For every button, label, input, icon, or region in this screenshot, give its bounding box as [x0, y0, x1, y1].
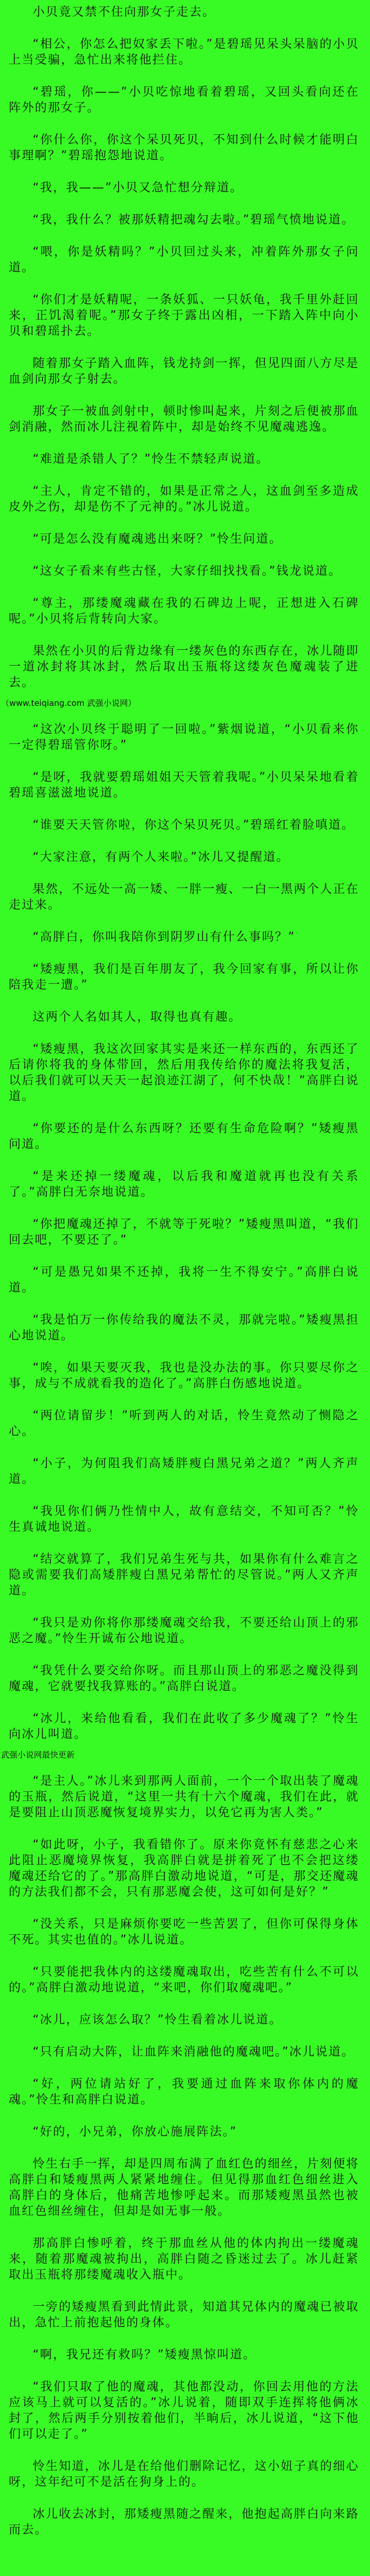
- story-paragraph: “尊主，那缕魔魂藏在我的石碑边上呢，正想进入石碑呢。”小贝将后背转向大家。: [9, 597, 359, 626]
- story-paragraph: “是主人。”冰儿来到那两人面前，一个一个取出装了魔魂的玉瓶，然后说道，“这里一共有十六个魔魂，我们在此，就是要阻止山顶恶魔恢复境界实力，以免它再为害人类。”: [9, 1774, 359, 1820]
- story-paragraph: “是来还掉一缕魔魂，以后我和魔道就再也没有关系了。”高胖白无奈地说道。: [9, 1170, 359, 1199]
- story-paragraph: “相公，你怎么把奴家丢下啦。”是碧瑶见呆头呆脑的小贝上当受骗，急忙出来将他拦住。: [9, 38, 359, 67]
- story-paragraph: “喂，你是妖精吗？”小贝回过头来，冲着阵外那女子问道。: [9, 245, 359, 275]
- story-paragraph: “我，我什么？被那妖精把魂勾去啦。”碧瑶气愤地说道。: [33, 213, 355, 227]
- site-watermark-text: 武强小说网最快更新: [1, 1750, 75, 1760]
- story-paragraph: “矮瘦黑，我们是百年朋友了，我今回家有事，所以让你陪我走一遭。”: [9, 963, 359, 992]
- story-paragraph: “啊，我兄还有救吗？”矮瘦黑惊叫道。: [33, 2348, 256, 2362]
- story-paragraph: “两位请留步！”听到两人的对话，怜生竟然动了恻隐之心。: [9, 1409, 359, 1438]
- story-paragraph: “好，两位请站好了，我要通过血阵来取你体内的魔魂。”怜生和高胖白说道。: [9, 2077, 359, 2107]
- chapter-text: [1, 4, 360, 2538]
- story-paragraph: “冰儿，来给他看看，我们在此收了多少魔魂了？”怜生向冰儿叫道。: [9, 1712, 359, 1741]
- story-paragraph: 果然在小贝的后背边缘有一缕灰色的东西存在，冰儿随即一道冰封将其冰封，然后取出玉瓶将这缕灰色魔魂装了进去。: [9, 644, 360, 690]
- story-paragraph: “可是怎么没有魔魂逃出来呀？”怜生问道。: [33, 532, 282, 546]
- story-paragraph: 冰儿收去冰封，那矮瘦黑随之醒来，他抱起高胖白向来路而去。: [9, 2507, 360, 2537]
- story-paragraph: 一旁的矮瘦黑看到此情此景，知道其兄体内的魔魂已被取出，急忙上前抱起他的身体。: [9, 2300, 360, 2330]
- story-paragraph: “谁要天天管你啦，你这个呆贝死贝。”碧瑶红着脸嗔道。: [33, 818, 355, 832]
- story-paragraph: “这次小贝终于聪明了一回啦。”紫烟说道，“小贝看来你一定得碧瑶管你呀。”: [9, 723, 359, 752]
- story-paragraph: “你要还的是什么东西呀？还要有生命危险啊？”矮瘦黑问道。: [9, 1122, 359, 1151]
- story-paragraph: “难道是杀错人了？”怜生不禁轻声说道。: [33, 452, 269, 466]
- story-paragraph: “你把魔魂还掉了，不就等于死啦？”矮瘦黑叫道，“我们回去吧，不要还了。”: [9, 1218, 359, 1247]
- story-paragraph: “结交就算了，我们兄弟生死与共，如果你有什么难言之隐或需要我们高矮胖瘦白黑兄弟帮忙的尽管说。”两人又齐声道。: [9, 1553, 359, 1598]
- story-paragraph: “我凭什么要交给你呀。而且那山顶上的邪恶之魔没得到魔魂，它就要找我算账的。”高胖白说道。: [9, 1664, 359, 1693]
- story-paragraph: “你什么你，你这个呆贝死贝，不知到什么时候才能明白事理啊？”碧瑶抱怨地说道。: [9, 133, 359, 163]
- story-paragraph: “矮瘦黑，我这次回家其实是来还一样东西的，东西还了后请你将我的身体带回，然后用我传给你的魔法将我复活，以后我们就可以天天一起浪迹江湖了，何不快哉！”高胖白说道。: [9, 1042, 359, 1103]
- story-paragraph: 怜生右手一挥，却是四周布满了血红色的细丝，片刻便将高胖白和矮瘦黑两人紧紧地缠住。但见得那血红色细丝进入高胖白的身体后，他痛苦地惨呼起来。而那矮瘦黑虽然也被血红色细丝缠住，但却是如无事一般。: [9, 2157, 360, 2218]
- story-paragraph: 那高胖白惨呼着，终于那血丝从他的体内拘出一缕魔魂来，随着那魔魂被拘出，高胖白随之昏迷过去了。冰儿赶紧取出玉瓶将那缕魔魂收入瓶中。: [9, 2237, 359, 2282]
- story-paragraph: 小贝竟又禁不住向那女子走去。: [33, 5, 216, 19]
- story-paragraph: “我是怕万一你传给我的魔法不灵，那就完啦。”矮瘦黑担心地说道。: [9, 1313, 359, 1343]
- story-paragraph: “只有启动大阵，让血阵来消融他的魔魂吧。”冰儿说道。: [33, 2045, 355, 2059]
- story-paragraph: 这两个人名如其人，取得也真有趣。: [33, 1010, 242, 1024]
- story-paragraph: “如此呀，小子，我看错你了。原来你竟怀有慈悲之心来此阻止恶魔境界恢复，我高胖白就是拼着死了也不会把这缕魔魂还给它的了。”那高胖白激动地说道，“可是，那交还魔魂的方法我们都不会，只有那恶魔会使，这可如何是好？”: [9, 1838, 359, 1899]
- story-paragraph: “这女子看来有些古怪，大家仔细找找看。”钱龙说道。: [33, 564, 342, 578]
- story-paragraph: “可是愚兄如果不还掉，我将一生不得安宁。”高胖白说道。: [9, 1265, 359, 1295]
- story-paragraph: “是呀，我就要碧瑶姐姐天天管着我呢。”小贝呆呆地看着碧瑶喜滋滋地说道。: [9, 771, 359, 800]
- story-paragraph: “碧瑶，你——”小贝吃惊地看着碧瑶，又回头看向还在阵外的那女子。: [9, 85, 359, 115]
- story-paragraph: “我只是劝你将你那缕魔魂交给我，不要还给山顶上的邪恶之魔。”怜生开诚布公地说道。: [9, 1616, 359, 1646]
- story-paragraph: “没关系，只是麻烦你要吃一些苦罢了，但你可保得身体不死。其实也值的。”冰儿说道。: [9, 1917, 359, 1947]
- story-paragraph: “我见你们俩乃性情中人，故有意结交，不知可否？”怜生真诚地说道。: [9, 1505, 359, 1534]
- story-paragraph: “只要能把我体内的这缕魔魂取出，吃些苦有什么不可以的。”高胖白激动地说道，“来吧，你们取魔魂吧。”: [9, 1965, 359, 1995]
- story-paragraph: “大家注意，有两个人来啦。”冰儿又提醒道。: [33, 851, 289, 864]
- story-paragraph: “好的，小兄弟，你放心施展阵法。”: [33, 2125, 237, 2139]
- story-paragraph: “小子，为何阻我们高矮胖瘦白黑兄弟之道？”两人齐声道。: [9, 1457, 359, 1486]
- story-paragraph: “主人，肯定不错的，如果是正常之人，这血剑至多造成皮外之伤，却是伤不了元神的。”冰儿说道。: [9, 485, 359, 514]
- story-paragraph: “冰儿，应该怎么取？”怜生看着冰儿说道。: [33, 2013, 282, 2027]
- story-paragraph: “你们才是妖精呢，一条妖狐、一只妖龟，我千里外赶回来，正饥渴着呢。”那女子终于露出凶相，一下踏入阵中向小贝和碧瑶扑去。: [9, 293, 359, 338]
- story-paragraph: 随着那女子踏入血阵，钱龙持剑一挥，但见四面八方尽是血剑向那女子射去。: [9, 357, 360, 386]
- story-paragraph: 果然，不远处一高一矮、一胖一瘦、一白一黑两个人正在走过来。: [9, 883, 360, 912]
- story-paragraph: “我们只取了他的魔魂，其他都没动，你回去用他的方法应该马上就可以复活的。”冰儿说着，随即双手连挥将他俩冰封了，然后两手分别按着他们，半晌后，冰儿说道，“这下他们可以走了。”: [9, 2380, 359, 2441]
- story-paragraph: “唉，如果天要灭我，我也是没办法的事。你只要尽你之事，成与不成就看我的造化了。”高胖白伤感地说道。: [9, 1361, 359, 1391]
- site-watermark-text: （www.teiqiang.com 武强小说网）: [1, 698, 136, 708]
- story-paragraph: 怜生知道，冰儿是在给他们删除记忆，这小妞子真的细心呀，这年纪可不是活在狗身上的。: [9, 2460, 360, 2489]
- story-paragraph: “高胖白，你叫我陪你到阴罗山有什么事吗？”: [33, 930, 295, 944]
- story-paragraph: “我，我——”小贝又急忙想分辩道。: [33, 181, 243, 195]
- story-paragraph: 那女子一被血剑射中，顿时惨叫起来，片刻之后便被那血剑消融，然而冰儿注视着阵中，却是始终不见魔魂逃逸。: [9, 405, 360, 434]
